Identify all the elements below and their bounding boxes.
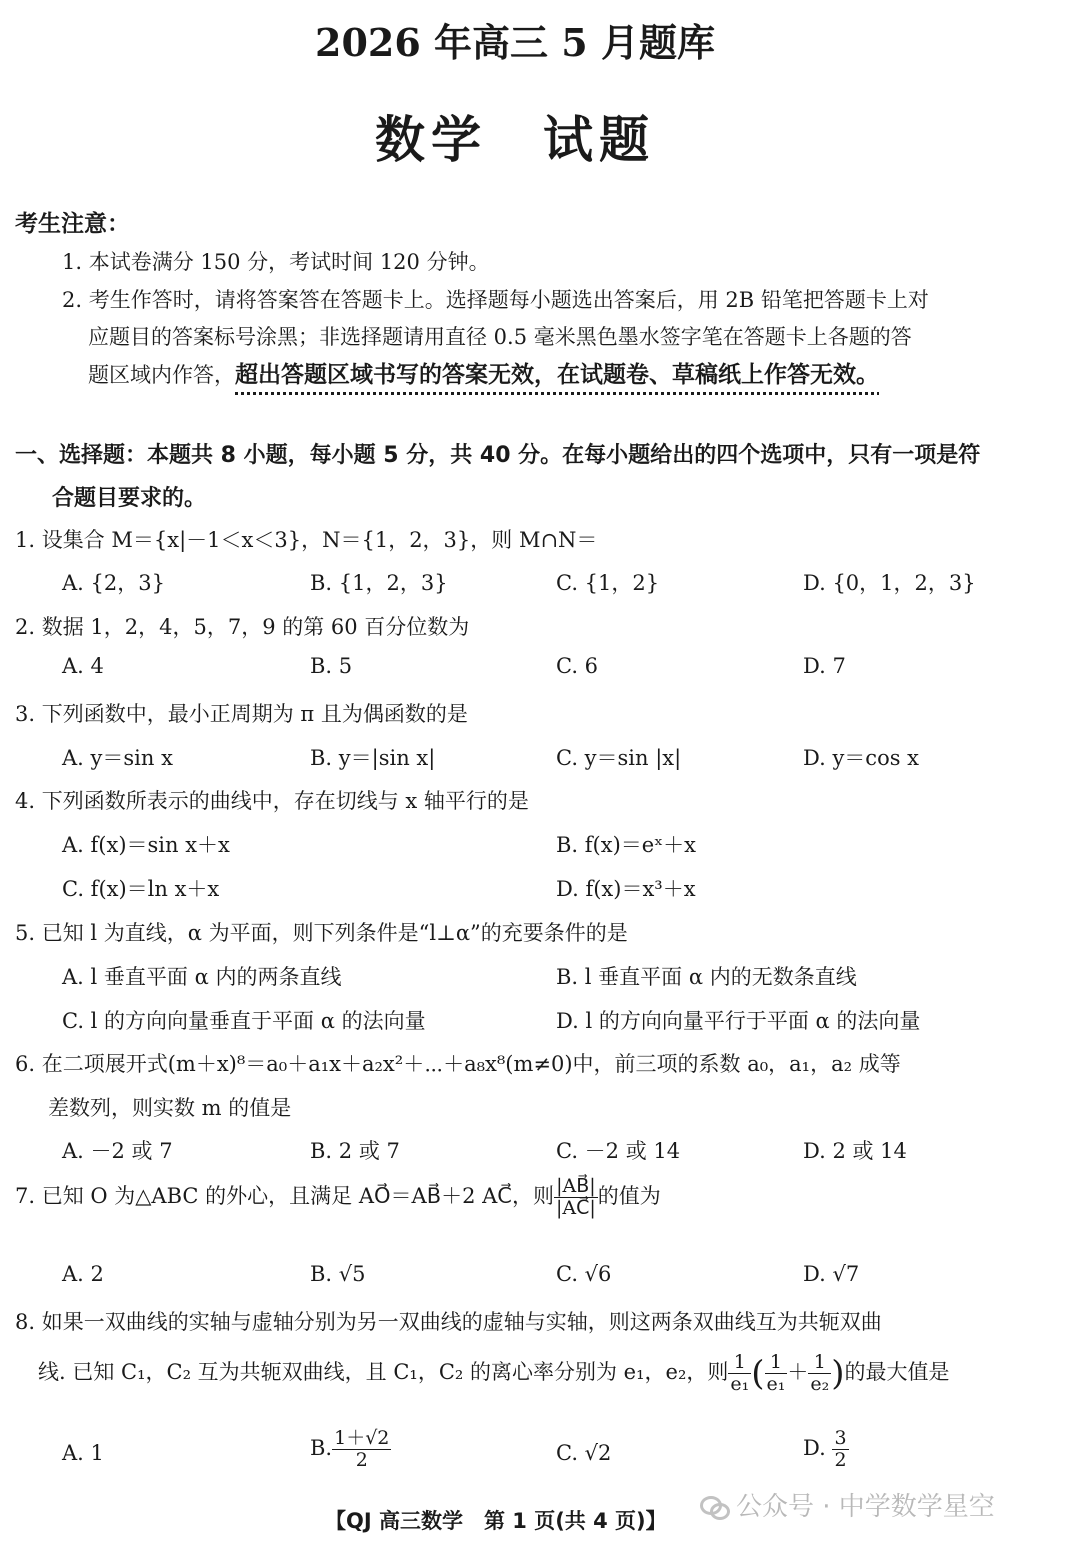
q2-option-a: A. 4	[62, 654, 104, 678]
q4-option-a: A. f(x)＝sin x＋x	[62, 833, 230, 857]
q8-option-a: A. 1	[62, 1441, 104, 1465]
q8-option-d	[803, 1428, 849, 1471]
q8-left-paren: (	[751, 1353, 765, 1394]
q4-option-d: D. f(x)＝x³＋x	[556, 877, 696, 901]
notice-item-2-line1: 2. 考生作答时，请将答案答在答题卡上。选择题每小题选出答案后，用 2B 铅笔把答题卡上对	[62, 288, 929, 312]
watermark	[700, 1486, 995, 1523]
q7-stem	[15, 1176, 661, 1219]
q8-option-b-den: 2	[355, 1448, 368, 1471]
notice-item-1: 1. 本试卷满分 150 分，考试时间 120 分钟。	[62, 250, 490, 274]
section1-header-line1: 一、选择题：本题共 8 小题，每小题 5 分，共 40 分。在每小题给出的四个选项中，只有一项是符	[15, 443, 981, 468]
q7-stem-suffix: 的值为	[597, 1183, 661, 1208]
q4-option-b: B. f(x)＝eˣ＋x	[556, 833, 696, 857]
q8-option-b-num: 1＋√2	[334, 1427, 390, 1449]
page-footer: 【QJ 高三数学 第 1 页(共 4 页)】	[325, 1509, 667, 1533]
q8-option-b-label: B.	[310, 1435, 333, 1460]
q2-option-d: D. 7	[803, 654, 846, 678]
q2-stem: 2. 数据 1，2，4，5，7，9 的第 60 百分位数为	[15, 615, 470, 639]
q8-fraction-3-num: 1	[808, 1352, 831, 1374]
q8-option-d-num: 3	[834, 1427, 847, 1449]
q7-fraction-denominator: |AC⃗|	[555, 1196, 596, 1219]
q8-option-b-fraction	[332, 1428, 391, 1471]
q8-stem-line2	[38, 1352, 950, 1395]
q8-plus: ＋	[787, 1359, 809, 1384]
q8-fraction-1	[728, 1352, 751, 1395]
notice-item-2-line3-plain: 题区域内作答，	[88, 363, 235, 387]
q8-fraction-2	[765, 1352, 788, 1395]
q8-option-b	[310, 1428, 391, 1471]
q8-fraction-3-den: e₂	[810, 1372, 830, 1395]
wechat-icon	[700, 1496, 730, 1520]
q6-stem-line2: 差数列，则实数 m 的值是	[48, 1096, 292, 1120]
q7-fraction-numerator: |AB⃗|	[554, 1176, 598, 1198]
q8-fraction-1-num: 1	[728, 1352, 751, 1374]
q3-option-a: A. y＝sin x	[62, 746, 173, 770]
q8-option-d-label: D.	[803, 1435, 826, 1460]
q5-stem: 5. 已知 l 为直线，α 为平面，则下列条件是“l⊥α”的充要条件的是	[15, 921, 628, 945]
q1-option-b: B. {1，2，3}	[310, 571, 448, 595]
q8-right-paren: )	[831, 1353, 845, 1394]
q2-option-b: B. 5	[310, 654, 353, 678]
q8-fraction-3	[808, 1352, 831, 1395]
q5-option-c: C. l 的方向向量垂直于平面 α 的法向量	[62, 1009, 426, 1033]
exam-title-line2: 数学 试题	[375, 110, 655, 169]
q7-option-d: D. √7	[803, 1262, 860, 1286]
q4-option-c: C. f(x)＝ln x＋x	[62, 877, 220, 901]
notice-emphasis: 超出答题区域书写的答案无效，在试题卷、草稿纸上作答无效。	[235, 362, 879, 388]
q6-option-c: C. －2 或 14	[556, 1139, 681, 1163]
q7-option-a: A. 2	[62, 1262, 104, 1286]
q1-option-c: C. {1，2}	[556, 571, 660, 595]
q8-option-d-fraction	[832, 1428, 848, 1471]
q8-stem-line1: 8. 如果一双曲线的实轴与虚轴分别为另一双曲线的虚轴与实轴，则这两条双曲线互为共轭双曲	[15, 1310, 882, 1334]
q2-option-c: C. 6	[556, 654, 599, 678]
q1-option-d: D. {0，1，2，3}	[803, 571, 976, 595]
q7-option-b: B. √5	[310, 1262, 366, 1286]
q8-fraction-1-den: e₁	[730, 1372, 750, 1395]
q6-option-b: B. 2 或 7	[310, 1139, 400, 1163]
q3-option-b: B. y＝|sin x|	[310, 746, 436, 770]
q5-option-d: D. l 的方向向量平行于平面 α 的法向量	[556, 1009, 921, 1033]
section1-header-line2: 合题目要求的。	[52, 486, 207, 511]
q5-option-b: B. l 垂直平面 α 内的无数条直线	[556, 965, 857, 989]
q7-option-c: C. √6	[556, 1262, 612, 1286]
notice-item-2-line2: 应题目的答案标号涂黑；非选择题请用直径 0.5 毫米黑色墨水签字笔在答题卡上各题的答	[88, 325, 912, 349]
q3-option-c: C. y＝sin |x|	[556, 746, 682, 770]
q1-option-a: A. {2，3}	[62, 571, 165, 595]
notice-heading: 考生注意：	[15, 211, 130, 237]
notice-item-2-line3	[88, 356, 879, 389]
q1-stem: 1. 设集合 M＝{x|－1＜x＜3}，N＝{1，2，3}，则 M∩N＝	[15, 528, 598, 552]
q4-stem: 4. 下列函数所表示的曲线中，存在切线与 x 轴平行的是	[15, 789, 529, 813]
exam-title-line1: 2026 年高三 5 月题库	[315, 20, 715, 65]
q3-stem: 3. 下列函数中，最小正周期为 π 且为偶函数的是	[15, 702, 468, 726]
q6-option-a: A. －2 或 7	[62, 1139, 173, 1163]
q3-option-d: D. y＝cos x	[803, 746, 920, 770]
q7-stem-text: 7. 已知 O 为△ABC 的外心，且满足 AO⃗＝AB⃗＋2 AC⃗，则	[15, 1183, 554, 1208]
q6-option-d: D. 2 或 14	[803, 1139, 907, 1163]
q8-stem-suffix: 的最大值是	[844, 1359, 950, 1384]
q8-stem-text: 线. 已知 C₁，C₂ 互为共轭双曲线，且 C₁，C₂ 的离心率分别为 e₁，e₂，则	[38, 1359, 729, 1384]
q6-stem-line1: 6. 在二项展开式(m＋x)⁸＝a₀＋a₁x＋a₂x²＋⋯＋a₈x⁸(m≠0)中，前三项的系数 a₀，a₁，a₂ 成等	[15, 1052, 901, 1076]
q7-fraction	[554, 1176, 598, 1219]
q8-fraction-2-den: e₁	[766, 1372, 786, 1395]
q5-option-a: A. l 垂直平面 α 内的两条直线	[62, 965, 342, 989]
q8-fraction-2-num: 1	[765, 1352, 788, 1374]
watermark-text: 公众号 · 中学数学星空	[736, 1492, 995, 1522]
q8-option-d-den: 2	[834, 1448, 847, 1471]
q8-option-c: C. √2	[556, 1441, 612, 1465]
